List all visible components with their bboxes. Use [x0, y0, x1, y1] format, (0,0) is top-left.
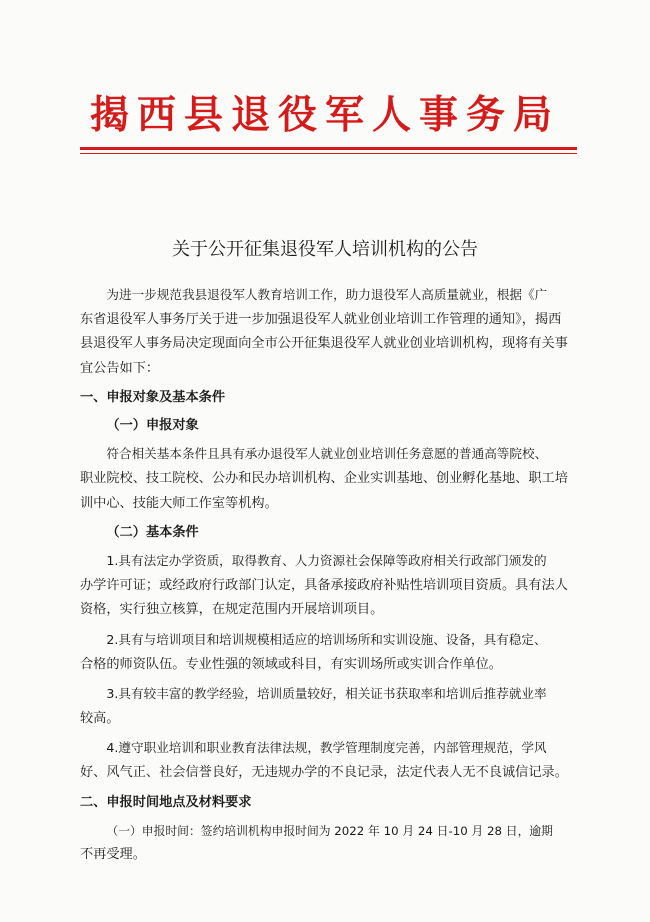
paragraph-line: 训中心、技能大师工作室等机构。: [80, 495, 278, 511]
paragraph-line: 办学许可证；或经政府行政部门认定，具备承接政府补贴性培训项目资质。具有法人: [80, 577, 568, 593]
paragraph-line: 3.具有较丰富的教学经验，培训质量较好，相关证书获取率和培训后推荐就业率: [106, 686, 547, 702]
paragraph-line: （一）申报时间：签约培训机构申报时间为 2022 年 10 月 24 日-10 月 28 日，逾期: [106, 823, 553, 838]
intro-line: 宜公告如下：: [80, 360, 160, 376]
paragraph-line: 资格，实行独立核算，在规定范围内开展培训项目。: [80, 602, 384, 618]
condition-4: [80, 736, 577, 785]
paragraph-line: 符合相关基本条件且具有承办退役军人就业创业培训任务意愿的普通高等院校、: [106, 446, 548, 462]
condition-1: [80, 549, 577, 623]
section-heading-1: 一、申报对象及基本条件: [80, 390, 226, 406]
paragraph-line: 职业院校、技工院校、公办和民办培训机构、企业实训基地、创业孵化基地、职工培: [80, 470, 568, 486]
section-heading-2: 二、申报时间地点及材料要求: [80, 794, 252, 810]
intro-paragraph: [80, 283, 577, 381]
intro-line: 东省退役军人事务厅关于进一步加强退役军人就业创业培训工作管理的通知》，揭西: [80, 311, 562, 327]
red-divider-thick: [80, 147, 577, 150]
paragraph-line: 4.遵守职业培训和职业教育法律法规，教学管理制度完善，内部管理规范，学风: [106, 740, 547, 756]
paragraph-line: 不再受理。: [80, 847, 146, 863]
organization-letterhead: 揭西县退役军人事务局: [89, 92, 560, 138]
paragraph-line: 较高。: [80, 710, 120, 726]
document-body: [80, 283, 577, 873]
condition-3: [80, 682, 577, 731]
application-time-paragraph: [80, 819, 577, 868]
subsection-heading-conditions: （二）基本条件: [106, 525, 199, 541]
paragraph-line: 好、风气正、社会信誉良好，无违规办学的不良记录，法定代表人无不良诚信记录。: [80, 764, 568, 780]
intro-line: 为进一步规范我县退役军人教育培训工作，助力退役军人高质量就业，根据《广: [106, 287, 548, 302]
paragraph-line: 1.具有法定办学资质，取得教育、人力资源社会保障等政府相关行政部门颁发的: [106, 553, 547, 569]
intro-line: 县退役军人事务局决定现面向全市公开征集退役军人就业创业培训机构，现将有关事: [80, 336, 568, 352]
condition-2: [80, 628, 577, 677]
applicants-paragraph: [80, 442, 577, 516]
paragraph-line: 2.具有与培训项目和培训规模相适应的培训场所和实训设施、设备，具有稳定、: [106, 631, 547, 647]
subsection-heading-applicants: （一）申报对象: [106, 418, 199, 434]
document-title: 关于公开征集退役军人培训机构的公告: [172, 239, 478, 260]
red-divider-thin: [80, 153, 577, 154]
paragraph-line: 合格的师资队伍。专业性强的领域或科目，有实训场所或实训合作单位。: [80, 656, 502, 672]
